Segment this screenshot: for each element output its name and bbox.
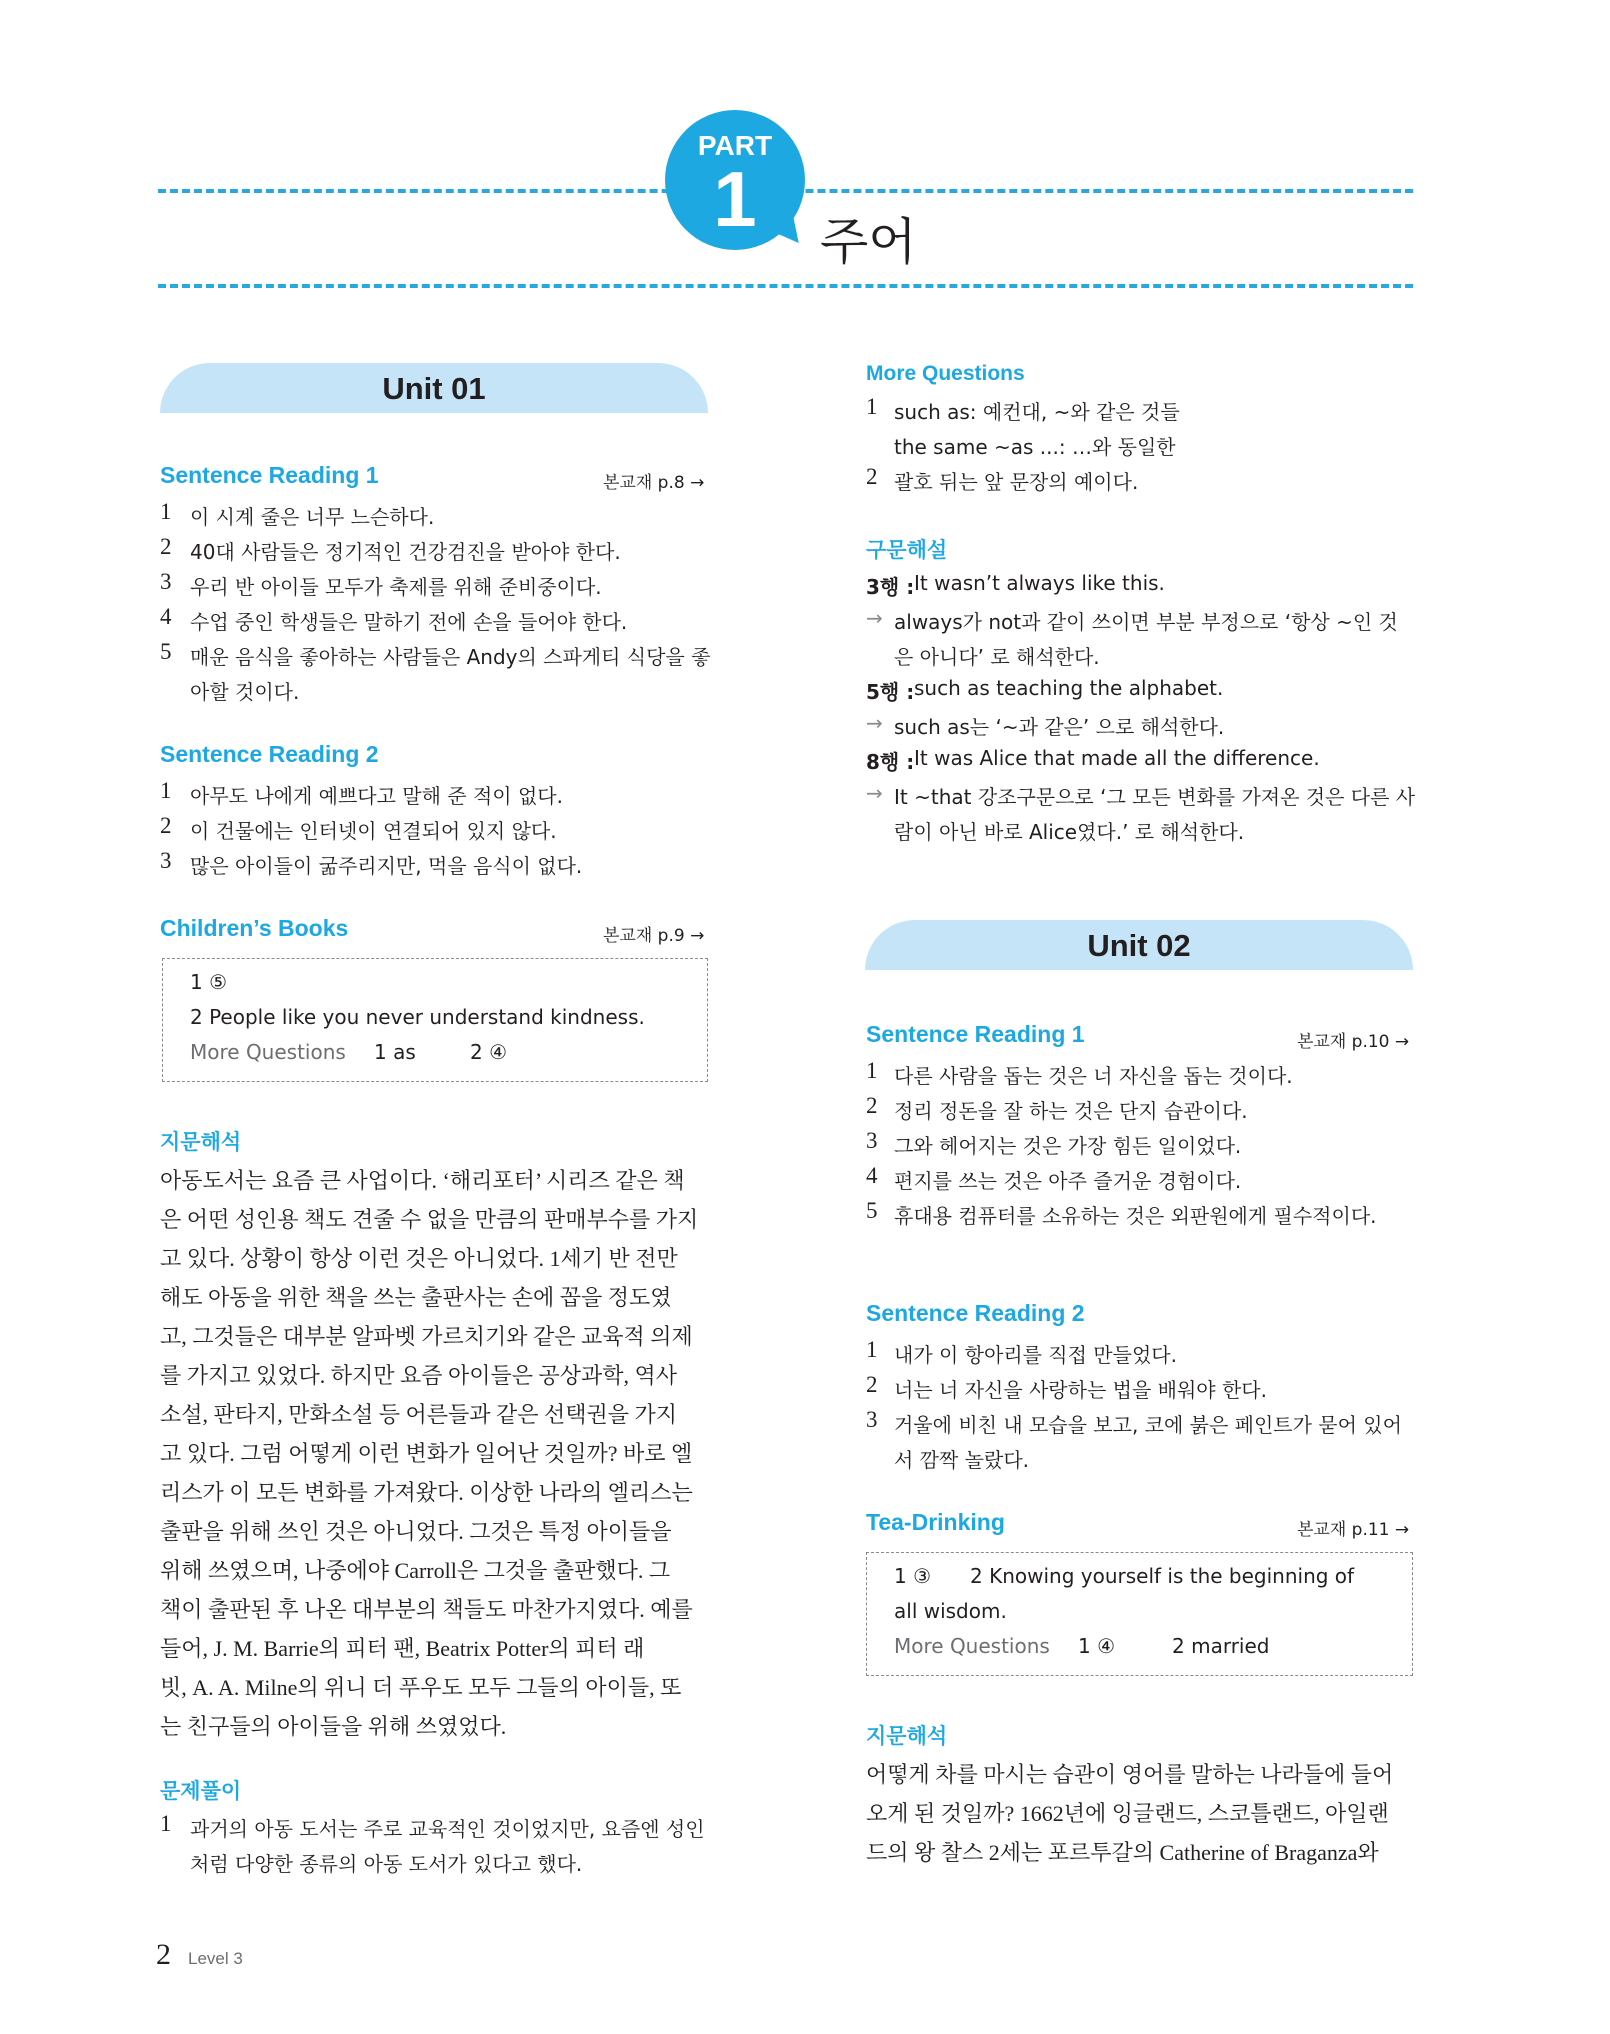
unit01-passage-heading: 지문해석	[160, 1131, 242, 1154]
list-item: 휴대용 컴퓨터를 소유하는 것은 외판원에게 필수적이다.	[894, 1204, 1377, 1228]
list-item: 그와 헤어지는 것은 가장 힘든 일이었다.	[894, 1134, 1242, 1158]
list-item-number: 5	[160, 639, 172, 664]
passage-line: 리스가 이 모든 변화를 가져왔다. 이상한 나라의 엘리스는	[160, 1480, 693, 1505]
page-number: 2	[156, 1938, 171, 1971]
passage-line: 빗, A. A. Milne의 위니 더 푸우도 모두 그들의 아이들, 또	[160, 1675, 682, 1700]
unit02-sr2-heading: Sentence Reading 2	[866, 1300, 1085, 1326]
passage-line: 를 가지고 있었다. 하지만 요즘 아이들은 공상과학, 역사	[160, 1363, 678, 1388]
passage-line: 해도 아동을 위한 책을 쓰는 출판사는 손에 꼽을 정도였	[160, 1285, 672, 1310]
unit02-sr1-heading: Sentence Reading 1	[866, 1021, 1085, 1047]
gumun-row-label: 8행 :	[866, 750, 915, 774]
solve-line-1: 과거의 아동 도서는 주로 교육적인 것이었지만, 요즘엔 성인	[190, 1817, 705, 1841]
passage-line: 출판을 위해 쓰인 것은 아니었다. 그것은 특정 아이들을	[160, 1519, 672, 1544]
gumun-row-label: 3행 :	[866, 575, 915, 599]
passage-line: 는 친구들의 아이들을 위해 쓰였었다.	[160, 1714, 507, 1739]
list-item-continued: 서 깜짝 놀랐다.	[894, 1448, 1029, 1472]
list-item: 매운 음식을 좋아하는 사람들은 Andy의 스파게티 식당을 좋	[190, 645, 711, 669]
unit02-passage-heading: 지문해석	[866, 1725, 948, 1748]
list-item-number: 2	[866, 1093, 878, 1118]
gumun-explain: always가 not과 같이 쓰이면 부분 부정으로 ‘항상 ~인 것	[894, 610, 1398, 634]
answer-2: 2 People like you never understand kindness.	[190, 1005, 645, 1029]
unit01-sr1-heading: Sentence Reading 1	[160, 462, 379, 488]
list-item-number: 5	[866, 1198, 878, 1223]
mq-line-2: 괄호 뒤는 앞 문장의 예이다.	[894, 470, 1139, 494]
mq-number-1: 1	[866, 394, 878, 419]
list-item: 많은 아이들이 굶주리지만, 먹을 음식이 없다.	[190, 854, 583, 878]
right-mq-heading: More Questions	[866, 362, 1025, 385]
part-number: 1	[713, 155, 757, 243]
part-label: PART	[697, 130, 773, 161]
answer-1: 1 ⑤	[190, 970, 228, 994]
mq-line-1: such as: 예컨대, ~와 같은 것들	[894, 400, 1180, 424]
list-item: 이 건물에는 인터넷이 연결되어 있지 않다.	[190, 819, 557, 843]
list-item: 다른 사람을 돕는 것은 너 자신을 돕는 것이다.	[894, 1064, 1293, 1088]
passage-line: 고 있다. 그럼 어떻게 이런 변화가 일어난 것일까? 바로 엘	[160, 1441, 693, 1466]
answer-2: 2 Knowing yourself is the beginning of	[970, 1564, 1355, 1588]
gumun-row-sentence: It was Alice that made all the difference.	[914, 746, 1320, 770]
more-questions-answer-1: 1 ④	[1078, 1634, 1116, 1658]
passage-line: 들어, J. M. Barrie의 피터 팬, Beatrix Potter의 피터 래	[160, 1636, 645, 1661]
gumun-row-sentence: such as teaching the alphabet.	[914, 676, 1224, 700]
unit02-tea-heading: Tea-Drinking	[866, 1509, 1005, 1535]
mq-line-1b: the same ~as ...: …와 동일한	[894, 435, 1176, 459]
passage-line: 고, 그것들은 대부분 알파벳 가르치기와 같은 교육적 의제	[160, 1324, 693, 1349]
chapter-title: 주어	[820, 213, 917, 271]
list-item: 이 시계 줄은 너무 느슨하다.	[190, 505, 435, 529]
list-item-continued: 아할 것이다.	[190, 680, 300, 704]
gumun-explain-cont: 은 아니다’ 로 해석한다.	[894, 645, 1100, 669]
gumun-explain: It ~that 강조구문으로 ‘그 모든 변화를 가져온 것은 다른 사	[894, 785, 1416, 809]
answer-1: 1 ③	[894, 1564, 932, 1588]
unit01-sr2-heading: Sentence Reading 2	[160, 741, 379, 767]
passage-line: 고 있다. 상황이 항상 이런 것은 아니었다. 1세기 반 전만	[160, 1246, 678, 1271]
passage-line: 위해 쓰였으며, 나중에야 Carroll은 그것을 출판했다. 그	[160, 1558, 671, 1583]
passage-line: 오게 된 것일까? 1662년에 잉글랜드, 스코틀랜드, 아일랜	[866, 1801, 1389, 1826]
list-item-number: 4	[160, 604, 172, 629]
list-item: 거울에 비친 내 모습을 보고, 코에 붉은 페인트가 묻어 있어	[894, 1413, 1402, 1437]
unit01-sr1-ref: 본교재 p.8 →	[603, 473, 705, 493]
arrow-icon: →	[866, 781, 883, 805]
arrow-icon: →	[866, 711, 883, 735]
list-item: 너는 너 자신을 사랑하는 법을 배워야 한다.	[894, 1378, 1267, 1402]
passage-line: 은 어떤 성인용 책도 견줄 수 없을 만큼의 판매부수를 가지	[160, 1207, 699, 1232]
list-item: 우리 반 아이들 모두가 축제를 위해 준비중이다.	[190, 575, 602, 599]
list-item-number: 2	[160, 813, 172, 838]
unit01-solve-heading: 문제풀이	[160, 1780, 242, 1803]
list-item: 편지를 쓰는 것은 아주 즐거운 경험이다.	[894, 1169, 1242, 1193]
unit-01-tab: Unit 01	[160, 363, 708, 413]
bottom-dashed-rule	[158, 284, 1413, 288]
solve-number: 1	[160, 1811, 172, 1836]
gumun-heading: 구문해설	[866, 539, 948, 562]
list-item-number: 4	[866, 1163, 878, 1188]
solve-line-2: 처럼 다양한 종류의 아동 도서가 있다고 했다.	[190, 1852, 583, 1876]
passage-line: 드의 왕 찰스 2세는 포르투갈의 Catherine of Braganza와	[866, 1840, 1379, 1865]
list-item-number: 3	[866, 1128, 878, 1153]
list-item-number: 2	[866, 1372, 878, 1397]
more-questions-answer-1: 1 as	[374, 1040, 416, 1064]
list-item: 정리 정돈을 잘 하는 것은 단지 습관이다.	[894, 1099, 1248, 1123]
gumun-row-label: 5행 :	[866, 680, 915, 704]
passage-line: 책이 출판된 후 나온 대부분의 책들도 마찬가지였다. 예를	[160, 1597, 693, 1622]
gumun-explain: such as는 ‘~과 같은’ 으로 해석한다.	[894, 715, 1225, 739]
passage-line: 어떻게 차를 마시는 습관이 영어를 말하는 나라들에 들어	[866, 1762, 1394, 1787]
list-item-number: 3	[160, 569, 172, 594]
passage-line: 소설, 판타지, 만화소설 등 어른들과 같은 선택권을 가지	[160, 1402, 678, 1427]
list-item-number: 1	[866, 1058, 878, 1083]
level-label: Level 3	[188, 1949, 243, 1968]
list-item: 아무도 나에게 예쁘다고 말해 준 적이 없다.	[190, 784, 563, 808]
more-questions-answer-2: 2 married	[1172, 1634, 1270, 1658]
list-item: 40대 사람들은 정기적인 건강검진을 받아야 한다.	[190, 540, 621, 564]
list-item-number: 3	[866, 1407, 878, 1432]
list-item-number: 1	[160, 499, 172, 524]
unit-02-tab: Unit 02	[865, 920, 1413, 970]
mq-number-2: 2	[866, 464, 878, 489]
list-item: 내가 이 항아리를 직접 만들었다.	[894, 1343, 1177, 1367]
list-item-number: 2	[160, 534, 172, 559]
list-item: 수업 중인 학생들은 말하기 전에 손을 들어야 한다.	[190, 610, 628, 634]
list-item-number: 1	[866, 1337, 878, 1362]
unit02-sr1-ref: 본교재 p.10 →	[1297, 1032, 1410, 1052]
gumun-explain-cont: 람이 아닌 바로 Alice였다.’ 로 해석한다.	[894, 820, 1245, 844]
gumun-row-sentence: It wasn’t always like this.	[914, 571, 1165, 595]
unit02-tea-ref: 본교재 p.11 →	[1297, 1520, 1410, 1540]
more-questions-label: More Questions	[190, 1040, 346, 1064]
passage-line: 아동도서는 요즘 큰 사업이다. ‘해리포터’ 시리즈 같은 책	[160, 1168, 685, 1193]
more-questions-answer-2: 2 ④	[470, 1040, 508, 1064]
arrow-icon: →	[866, 606, 883, 630]
list-item-number: 1	[160, 778, 172, 803]
answer-2-cont: all wisdom.	[894, 1599, 1007, 1623]
unit01-books-ref: 본교재 p.9 →	[603, 926, 705, 946]
list-item-number: 3	[160, 848, 172, 873]
more-questions-label: More Questions	[894, 1634, 1050, 1658]
unit01-books-heading: Children’s Books	[160, 915, 349, 941]
